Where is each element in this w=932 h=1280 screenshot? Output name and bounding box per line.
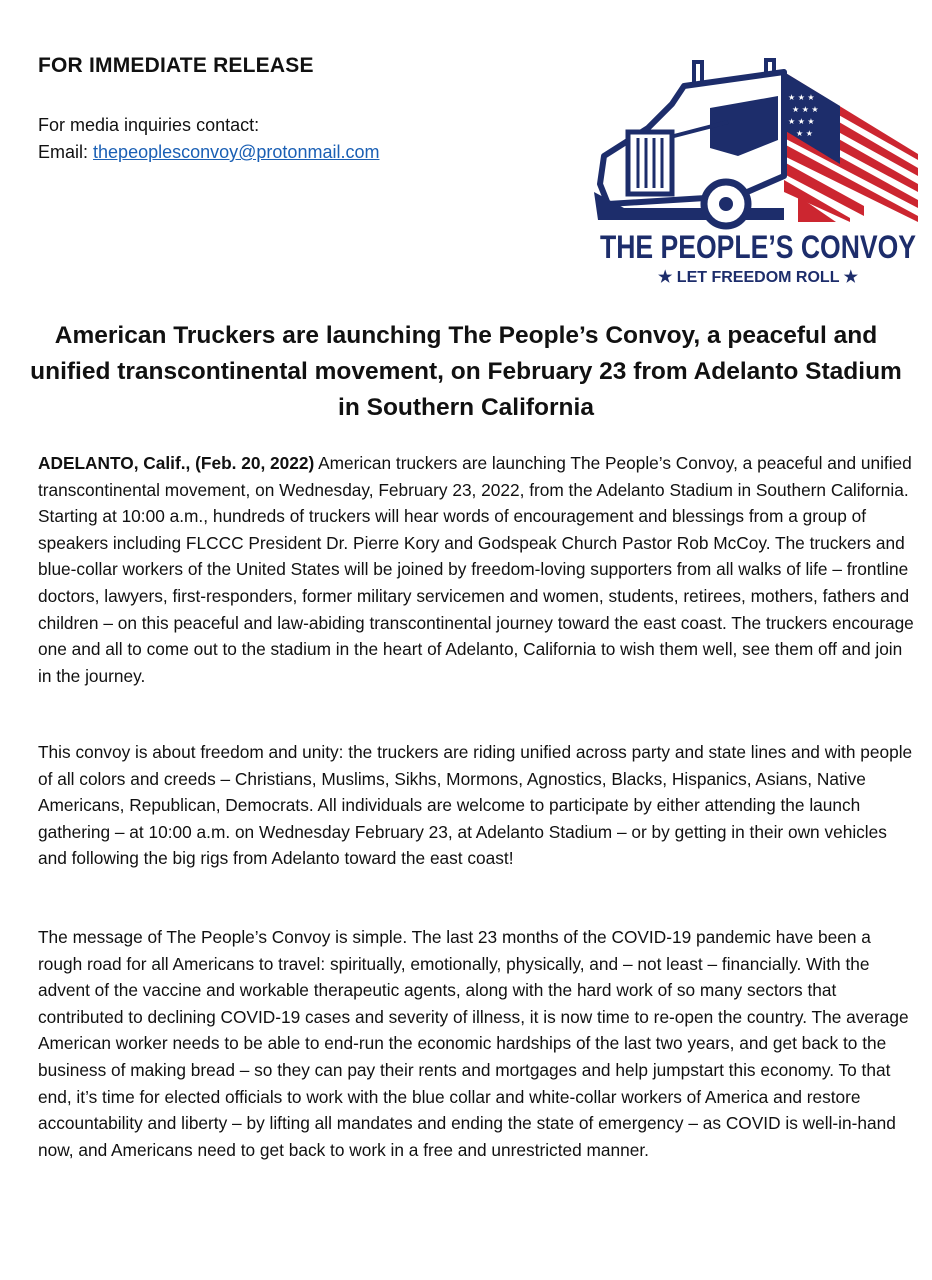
email-line — [38, 139, 379, 166]
paragraph-2: This convoy is about freedom and unity: the truckers are riding unified across party and state lines and with people of all colors and creeds – Christians, Muslims, Sikhs, Mormons, Agnostics, Blacks, Hispanics, Asians, Native Americans, Republican, Democrats. All individuals are welcome to participate by either attending the launch gathering – at 10:00 a.m. on Wednesday February 23, at Adelanto Stadium – or by getting in their own vehicles and following the big rigs from Adelanto toward the east coast! — [38, 742, 913, 869]
release-label: FOR IMMEDIATE RELEASE — [38, 54, 314, 77]
contact-line: For media inquiries contact: — [38, 115, 260, 135]
email-label: Email: — [38, 142, 89, 162]
paragraph-1 — [38, 450, 918, 689]
headline: American Truckers are launching The People’s Convoy, a peaceful and unified transcontinental movement, on February 23 from Adelanto Stadium in Southern California — [30, 322, 902, 421]
logo-tagline: ★ LET FREEDOM ROLL ★ — [658, 269, 858, 286]
peoples-convoy-logo — [588, 56, 924, 292]
paragraph-1-text: American truckers are launching The People’s Convoy, a peaceful and unified transcontinental movement, on Wednesday, February 23, 2022, from the Adelanto Stadium in Southern California. Starting at 10:00 a.m., hundreds of truckers will hear words of encouragement and blessings from a group of speakers including FLCCC President Dr. Pierre Kory and Godspeak Church Pastor Rob McCoy. The truckers and blue-collar workers of the United States will be joined by freedom-loving supporters from all walks of life – frontline doctors, lawyers, first-responders, former military servicemen and women, students, retirees, mothers, fathers and children – on this peaceful and law-abiding transcontinental journey toward the east coast. The truckers encourage one and all to come out to the stadium in the heart of Adelanto, California to wish them well, see them off and join in the journey. — [38, 453, 914, 686]
media-contact — [38, 112, 379, 166]
dateline: ADELANTO, Calif., (Feb. 20, 2022) — [38, 453, 315, 473]
paragraph-3: The message of The People’s Convoy is simple. The last 23 months of the COVID-19 pandemic have been a rough road for all Americans to travel: spiritually, emotionally, physically, and – not least – financially. With the advent of the vaccine and workable therapeutic agents, along with the hard work of so many sectors that contributed to declining COVID-19 cases and severity of illness, it is now time to re-open the country. The average American worker needs to be able to end-run the economic hardships of the last two years, and get back to the business of making bread – so they can pay their rents and mortgages and help jumpstart this economy. To that end, it’s time for elected officials to work with the blue collar and white-collar workers of America and restore accountability and liberty – by lifting all mandates and ending the state of emergency – as COVID is well-in-hand now, and Americans need to get back to work in a free and unrestricted manner. — [38, 927, 909, 1160]
svg-text:★ ★: ★ ★ — [796, 129, 813, 138]
svg-text:★ ★ ★: ★ ★ ★ — [788, 93, 815, 102]
logo-title: THE PEOPLE’S CONVOY — [600, 229, 916, 265]
svg-text:★ ★ ★: ★ ★ ★ — [792, 105, 819, 114]
email-link[interactable]: thepeoplesconvoy@protonmail.com — [93, 142, 380, 162]
svg-text:★ ★ ★: ★ ★ ★ — [788, 117, 815, 126]
